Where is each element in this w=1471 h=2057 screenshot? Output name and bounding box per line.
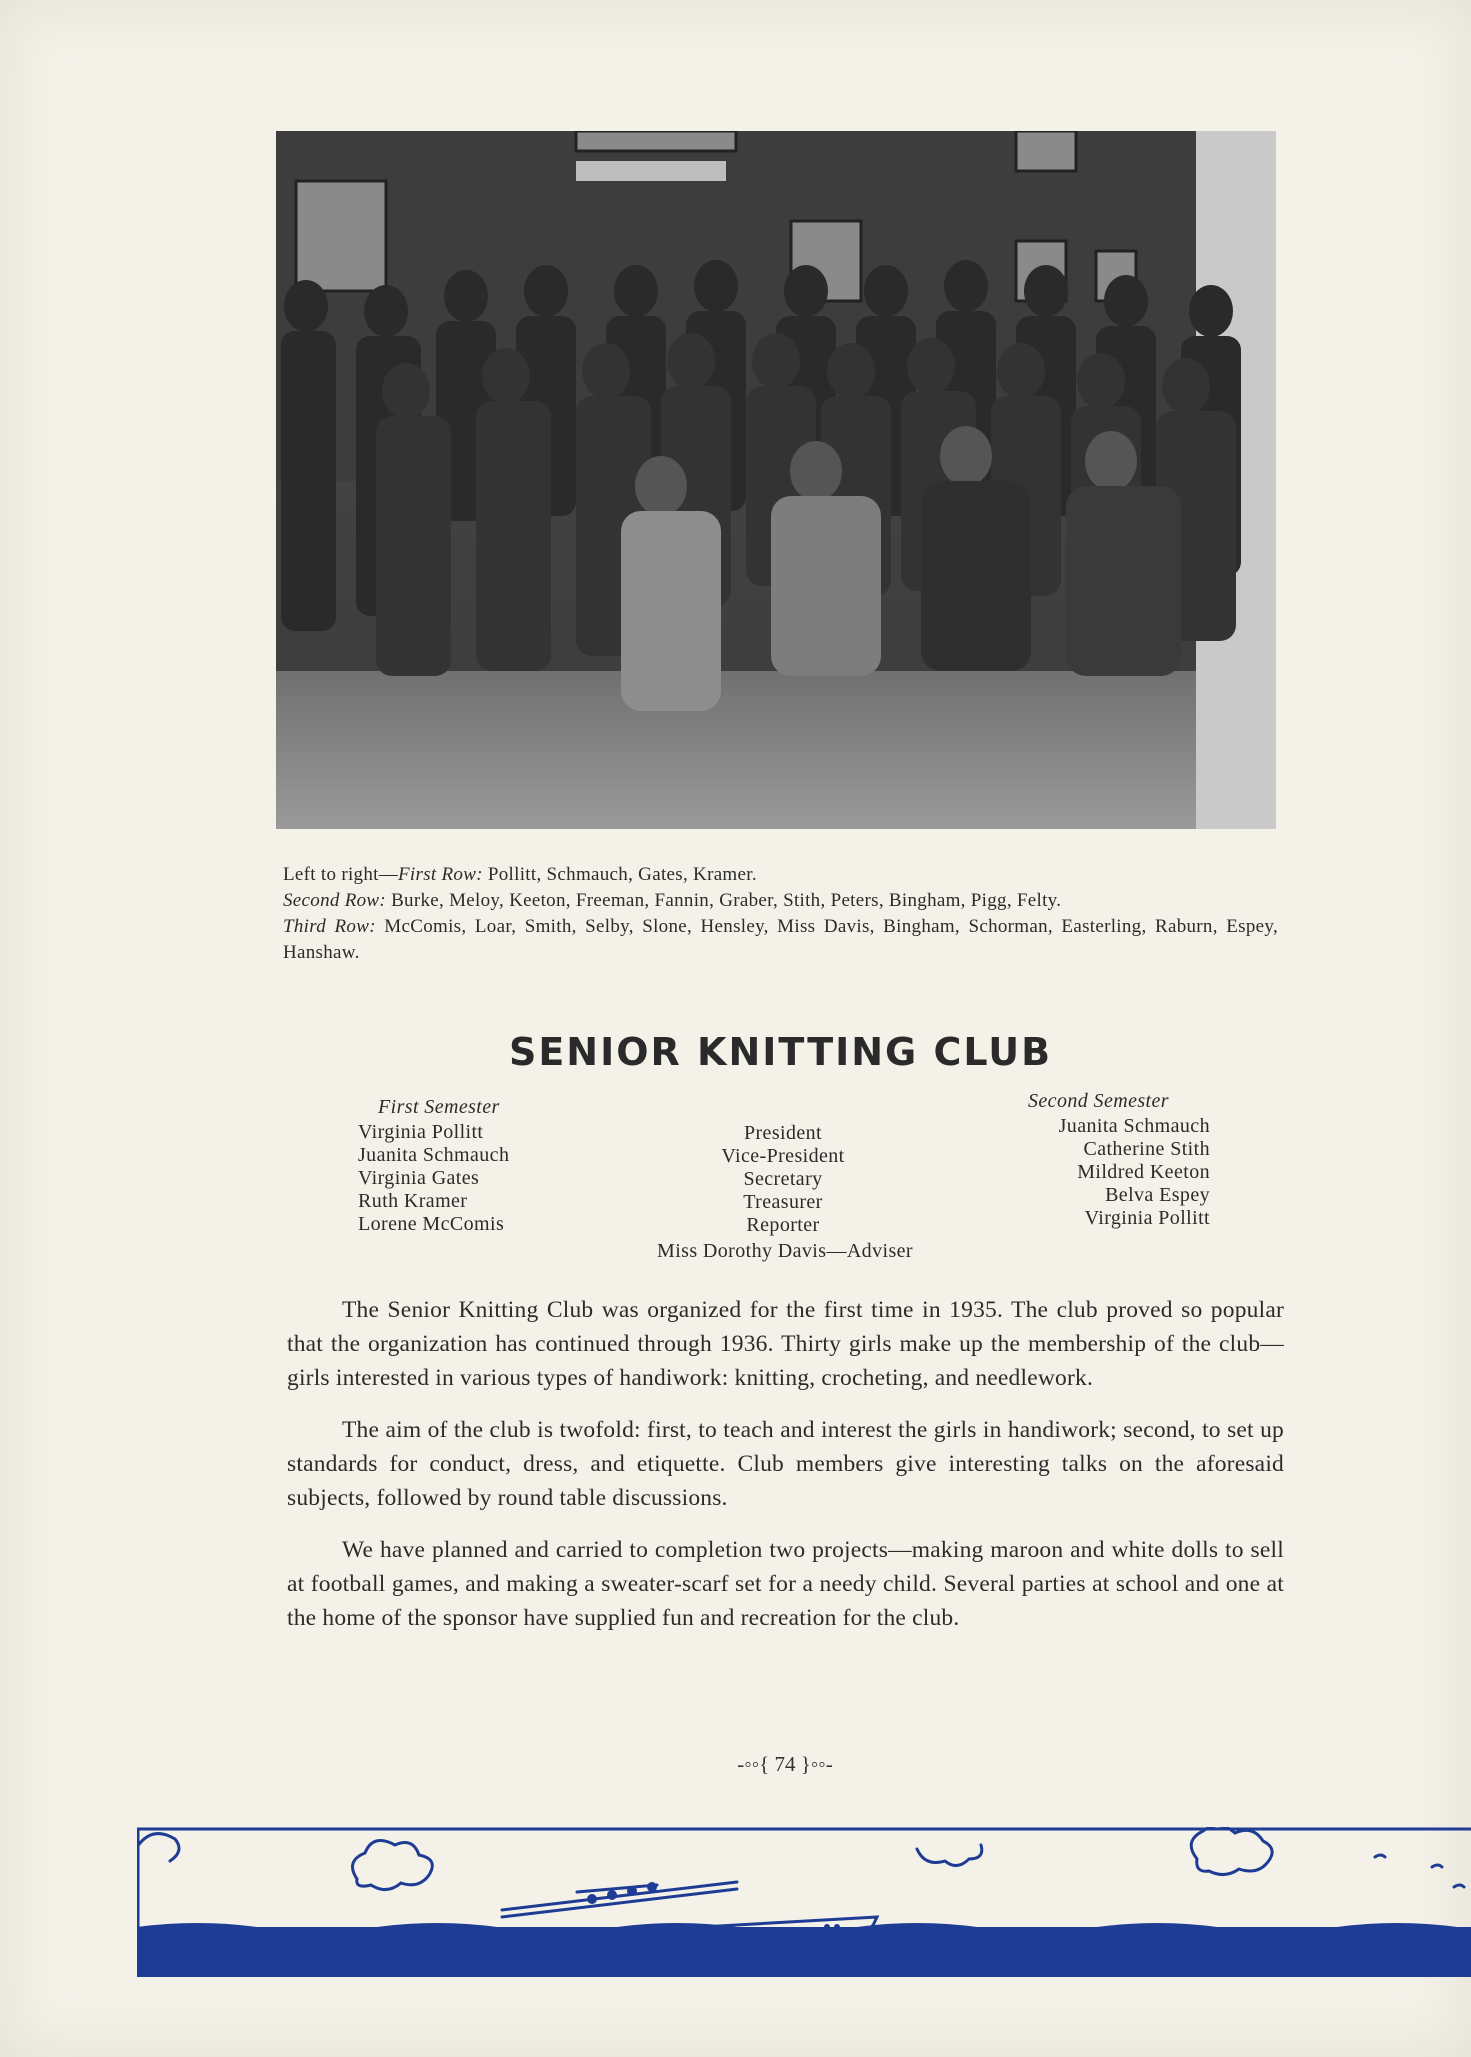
officer-name: Belva Espey xyxy=(1105,1184,1210,1206)
cloud-icon xyxy=(1191,1827,1272,1875)
row3-label: Third Row: xyxy=(283,916,376,937)
officer-name: Juanita Schmauch xyxy=(1058,1115,1210,1137)
footer-ship-border xyxy=(137,1827,1471,1977)
offices-column xyxy=(600,1122,966,1237)
ornament-left-icon: -◦◦{ xyxy=(737,1752,770,1776)
caption-row-3 xyxy=(283,914,1278,966)
bird-icon xyxy=(1454,1885,1464,1887)
paragraph: The aim of the club is twofold: first, to teach and interest the girls in handiwork; second, to set up standards for conduct, dress, and etiquette. Club members give interesting talks on the aforesaid subjects, followed by round table discussions. xyxy=(287,1417,1284,1511)
bird-icon xyxy=(1432,1865,1442,1867)
group-photo xyxy=(276,131,1276,829)
officer-name: Mildred Keeton xyxy=(1077,1161,1210,1183)
row2-label: Second Row: xyxy=(283,890,387,911)
caption-row-2 xyxy=(283,888,1278,914)
officer-name: Ruth Kramer xyxy=(358,1190,468,1212)
row1-label: First Row: xyxy=(398,864,483,885)
first-semester-column xyxy=(358,1096,509,1236)
office-title: President xyxy=(743,1122,823,1144)
page-title: SENIOR KNITTING CLUB xyxy=(508,1030,1053,1074)
officer-name: Virginia Gates xyxy=(358,1167,480,1189)
page-number xyxy=(700,1752,870,1777)
office-title: Secretary xyxy=(743,1168,823,1190)
row1-names: Pollitt, Schmauch, Gates, Kramer. xyxy=(482,864,757,885)
second-semester-column xyxy=(1010,1090,1210,1230)
adviser-line: Miss Dorothy Davis—Adviser xyxy=(657,1240,913,1262)
office-title: Reporter xyxy=(746,1214,820,1236)
caption-row-1 xyxy=(283,862,1278,888)
paragraph: We have planned and carried to completion two projects—making maroon and white dolls to sell at football games, and making a sweater-scarf set for a needy child. Several parties at school and one at the home of the sponsor have supplied fun and recreation for the club. xyxy=(287,1537,1284,1631)
cloud-icon xyxy=(353,1841,433,1890)
officer-name: Lorene McComis xyxy=(358,1213,505,1235)
officer-name: Catherine Stith xyxy=(1083,1138,1210,1160)
first-semester-label: First Semester xyxy=(378,1096,500,1118)
photo-caption xyxy=(283,862,1278,966)
paragraph: The Senior Knitting Club was organized for the first time in 1935. The club proved so popular that the organization has continued through 1936. Thirty girls make up the membership of the club—girls interested in various types of handiwork: knitting, crocheting, and needlework. xyxy=(287,1297,1284,1391)
bird-icon xyxy=(1375,1855,1385,1857)
row2-names: Burke, Meloy, Keeton, Freeman, Fannin, Graber, Stith, Peters, Bingham, Pigg, Felty. xyxy=(386,890,1062,911)
cloud-icon xyxy=(917,1845,982,1866)
article-body xyxy=(287,1293,1284,1653)
page-number-value: 74 xyxy=(774,1752,796,1776)
office-title: Treasurer xyxy=(743,1191,823,1213)
second-semester-label: Second Semester xyxy=(1028,1090,1169,1112)
office-title: Vice-President xyxy=(721,1145,845,1167)
officer-name: Virginia Pollitt xyxy=(1084,1207,1210,1229)
officer-name: Juanita Schmauch xyxy=(358,1144,510,1166)
row3-names: McComis, Loar, Smith, Selby, Slone, Hensley, Miss Davis, Bingham, Schorman, Easterling, Raburn, Espey, Hanshaw. xyxy=(283,916,1278,963)
ornament-right-icon: }◦◦- xyxy=(800,1752,833,1776)
officer-name: Virginia Pollitt xyxy=(358,1121,484,1143)
caption-intro: Left to right— xyxy=(283,864,399,885)
cloud-icon xyxy=(137,1834,179,1861)
